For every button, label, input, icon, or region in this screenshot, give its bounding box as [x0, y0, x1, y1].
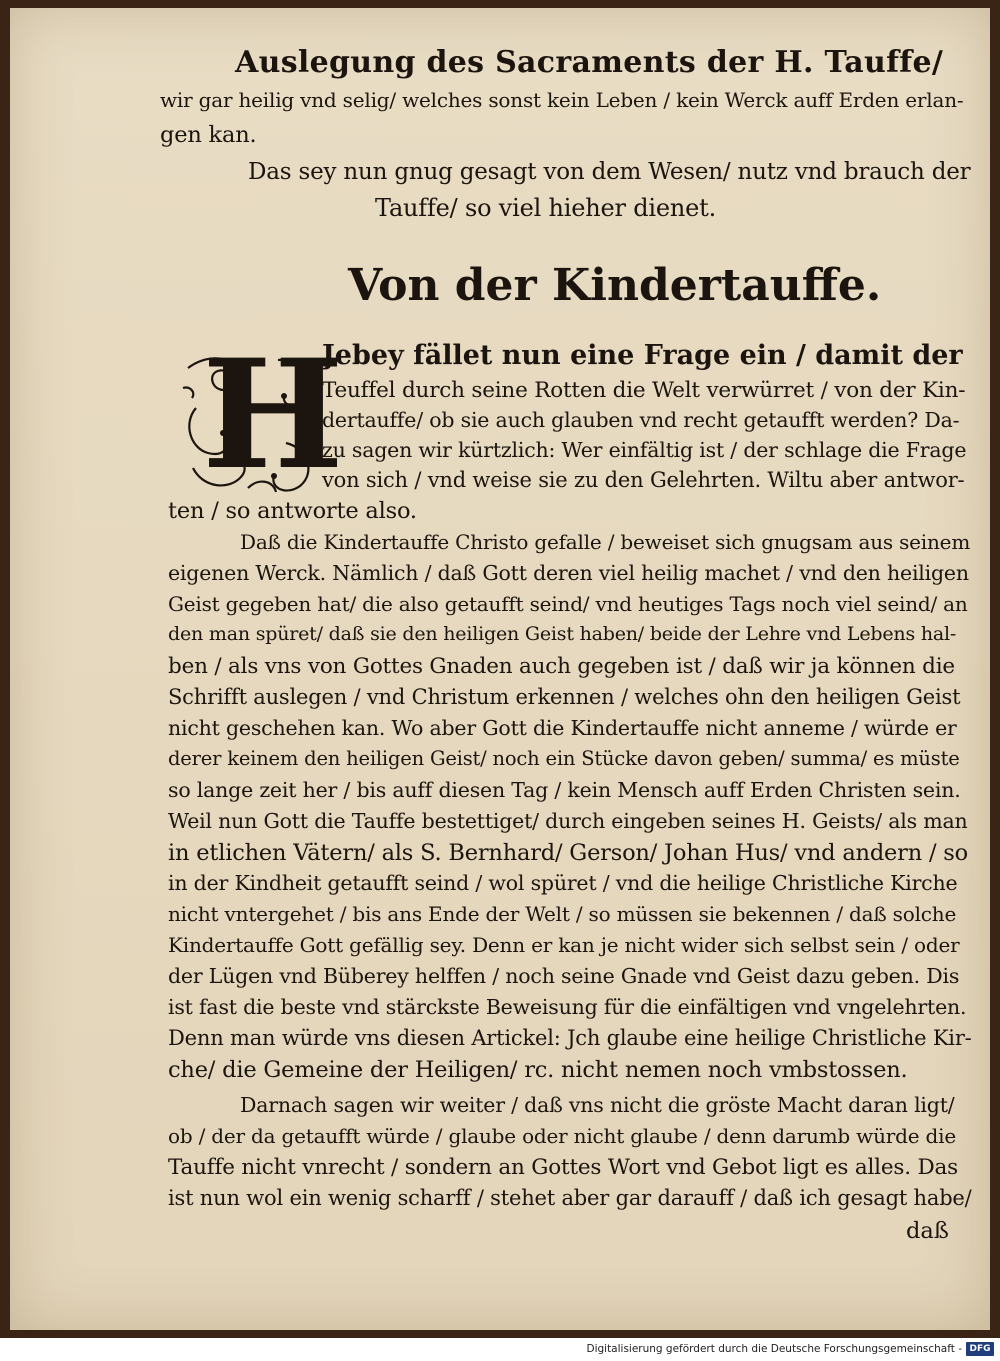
text-line: Darnach sagen wir weiter / daß vns nicht die gröste Macht daran ligt/ — [240, 1093, 955, 1117]
text-line: in der Kindheit getaufft seind / wol spüret / vnd die heilige Christliche Kirche — [168, 871, 958, 895]
text-line: ist nun wol ein wenig scharff / stehet aber gar darauff / daß ich gesagt habe/ — [168, 1186, 972, 1210]
text-line: so lange zeit her / bis auff diesen Tag / kein Mensch auff Erden Christen sein. — [168, 778, 961, 802]
catchword: daß — [906, 1218, 949, 1244]
text-line: ob / der da getaufft würde / glaube oder nicht glaube / denn darumb würde die — [168, 1124, 956, 1148]
text-line: eigenen Werck. Nämlich / daß Gott deren viel heilig machet / vnd den heiligen — [168, 561, 969, 585]
text-line: in etlichen Vätern/ als S. Bernhard/ Gerson/ Johan Hus/ vnd andern / so — [168, 840, 968, 866]
text-line: der Lügen vnd Büberey helffen / noch seine Gnade vnd Geist dazu geben. Dis — [168, 964, 960, 988]
text-line: Teuffel durch seine Rotten die Welt verwürret / von der Kin- — [322, 378, 966, 403]
text-line: von sich / vnd weise sie zu den Gelehrten. Wiltu aber antwor- — [322, 468, 965, 492]
section-heading: Von der Kindertauffe. — [348, 260, 882, 311]
text-line: nicht vntergehet / bis ans Ende der Welt / so müssen sie bekennen / daß solche — [168, 902, 957, 926]
text-line: ten / so antworte also. — [168, 498, 417, 524]
text-line: den man spüret/ daß sie den heiligen Geist haben/ beide der Lehre vnd Lebens hal- — [168, 623, 957, 645]
text-line: Geist gegeben hat/ die also getaufft seind/ vnd heutiges Tags noch viel seind/ an — [168, 592, 968, 616]
text-line: gen kan. — [160, 122, 257, 148]
book-page — [10, 8, 990, 1330]
dfg-logo-icon: DFG — [966, 1342, 994, 1356]
footer-credit: Digitalisierung gefördert durch die Deutsche Forschungsgemeinschaft - — [586, 1343, 962, 1355]
running-head: Auslegung des Sacraments der H. Tauffe/ — [235, 45, 944, 80]
text-line: Schrifft auslegen / vnd Christum erkennen / welches ohn den heiligen Geist — [168, 685, 961, 709]
digitization-footer — [0, 1338, 1000, 1361]
text-line: che/ die Gemeine der Heiligen/ rc. nicht nemen noch vmbstossen. — [168, 1057, 908, 1083]
text-line: Kindertauffe Gott gefällig sey. Denn er kan je nicht wider sich selbst sein / oder — [168, 933, 960, 957]
text-line: nicht geschehen kan. Wo aber Gott die Kindertauffe nicht anneme / würde er — [168, 716, 957, 740]
text-line: derer keinem den heiligen Geist/ noch ein Stücke davon geben/ summa/ es müste — [168, 747, 960, 770]
text-line: Denn man würde vns diesen Artickel: Jch glaube eine heilige Christliche Kir- — [168, 1026, 972, 1050]
text-line: zu sagen wir kürtzlich: Wer einfältig ist / der schlage die Frage — [322, 438, 967, 462]
text-line: Das sey nun gnug gesagt von dem Wesen/ nutz vnd brauch der — [248, 159, 971, 185]
text-line: ben / als vns von Gottes Gnaden auch gegeben ist / daß wir ja können die — [168, 654, 955, 679]
initial-letter: H — [202, 327, 344, 503]
text-line: ist fast die beste vnd stärckste Beweisung für die einfältigen vnd vngelehrten. — [168, 995, 967, 1019]
text-line: Jebey fället nun eine Frage ein / damit der — [322, 340, 963, 371]
text-line: Daß die Kindertauffe Christo gefalle / beweiset sich gnugsam aus seinem — [240, 530, 971, 554]
text-line: Tauffe nicht vnrecht / sondern an Gottes Wort vnd Gebot ligt es alles. Das — [168, 1155, 958, 1180]
text-line: dertauffe/ ob sie auch glauben vnd recht getaufft werden? Da- — [322, 408, 960, 432]
text-line: Tauffe/ so viel hieher dienet. — [375, 194, 717, 222]
text-line: Weil nun Gott die Tauffe bestettiget/ durch eingeben seines H. Geists/ als man — [168, 809, 968, 833]
text-line: wir gar heilig vnd selig/ welches sonst kein Leben / kein Werck auff Erden erlan- — [160, 88, 964, 112]
